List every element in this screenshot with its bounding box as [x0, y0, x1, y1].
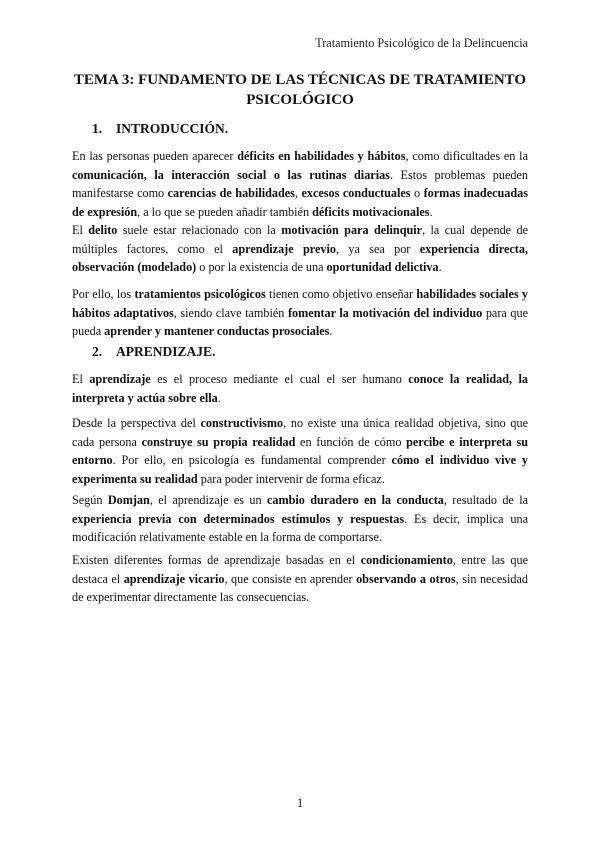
text-run: . Estos problemas pueden manifestarse como: [72, 167, 529, 200]
text-run: El: [72, 372, 90, 386]
text-run: , sin necesidad de experimentar directamente las consecuencias.: [72, 571, 528, 604]
bold-text: tratamientos psicológicos: [134, 287, 266, 301]
bold-text: experiencia previa con determinados estímulos y respuestas: [72, 511, 405, 526]
document-title: [72, 70, 528, 110]
bold-text: cambio duradero en la conducta: [266, 493, 444, 507]
text-run: en función de cómo: [295, 434, 407, 449]
text-run: .: [438, 260, 442, 274]
bold-text: aprender y mantener conductas prosociales: [104, 324, 330, 338]
title-line-1: TEMA 3: FUNDAMENTO DE LAS TÉCNICAS DE TRATAMIENTO: [73, 72, 527, 88]
bold-text: percibe e interpreta su entorno: [72, 434, 528, 467]
text-run: .: [217, 390, 221, 405]
bold-text: aprendizaje: [89, 372, 151, 386]
paragraph: [72, 221, 528, 277]
section-number: 2.: [92, 344, 103, 359]
text-run: , a lo que se pueden añadir también: [137, 204, 313, 219]
bold-text: constructivismo: [200, 416, 284, 430]
text-run: Desde la perspectiva del: [72, 416, 201, 430]
paragraph: [72, 370, 528, 407]
text-run: Existen diferentes formas de aprendizaje basadas en el: [72, 553, 361, 567]
text-run: . Es decir, implica una modificación relativamente estable en la forma de comportarse.: [72, 511, 528, 544]
text-run: suele estar relacionado con la: [117, 223, 282, 237]
bold-text: déficits motivacionales: [312, 204, 430, 219]
bold-text: excesos conductuales: [301, 186, 411, 200]
section-number: 1.: [92, 121, 103, 136]
bold-text: aprendizaje previo: [232, 241, 336, 256]
text-run: para que pueda: [72, 305, 528, 338]
bold-text: aprendizaje vicario: [123, 571, 225, 586]
text-run: ,: [294, 186, 302, 200]
text-run: o: [410, 186, 424, 200]
text-run: , como dificultades en la: [405, 149, 528, 163]
text-run: Por ello, los: [72, 287, 135, 301]
paragraph: [72, 285, 528, 341]
bold-text: experiencia directa, observación (modelado): [72, 241, 529, 274]
text-run: , la cual depende de múltiples factores, como el: [72, 223, 528, 256]
section-heading-introduccion: [92, 121, 228, 137]
text-run: , siendo clave también: [173, 305, 288, 320]
bold-text: cómo el individuo vive y experimenta su realidad: [72, 453, 528, 486]
text-run: tienen como objetivo enseñar: [265, 287, 417, 301]
text-run: , ya sea por: [335, 241, 420, 256]
bold-text: conoce la realidad, la interpreta y actúa sobre ella: [72, 372, 528, 405]
paragraph: [72, 414, 528, 488]
text-run: , no existe una única realidad objetiva, sino que cada persona: [72, 416, 528, 449]
bold-text: fomentar la motivación del individuo: [288, 305, 483, 320]
section-title: INTRODUCCIÓN.: [116, 121, 229, 136]
text-run: , entre las que destaca el: [72, 553, 529, 586]
text-run: En las personas pueden aparecer: [72, 149, 238, 163]
text-run: , resultado de la: [443, 493, 528, 507]
page-number: 1: [296, 796, 304, 810]
text-run: para poder intervenir de forma eficaz.: [197, 471, 385, 486]
bold-text: observando a otros: [356, 571, 456, 586]
bold-text: Domjan: [107, 493, 150, 507]
bold-text: condicionamiento: [360, 553, 453, 567]
paragraph: [72, 551, 528, 607]
bold-text: construye su propia realidad: [141, 434, 296, 449]
bold-text: motivación para delinquir: [281, 223, 423, 237]
bold-text: déficits en habilidades y hábitos: [237, 149, 406, 163]
title-line-2: PSICOLÓGICO: [246, 92, 354, 108]
bold-text: comunicación, la interacción social o las rutinas diarias: [72, 167, 390, 182]
running-header: Tratamiento Psicológico de la Delincuencia: [315, 36, 528, 50]
bold-text: formas inadecuadas de expresión: [72, 186, 528, 219]
text-run: o por la existencia de una: [196, 260, 327, 274]
bold-text: oportunidad delictiva: [326, 260, 439, 274]
paragraph: [72, 491, 528, 547]
text-run: es el proceso mediante el cual el ser humano: [150, 372, 409, 386]
bold-text: delito: [88, 223, 118, 237]
text-run: El: [72, 223, 89, 237]
text-run: .: [429, 204, 433, 219]
text-run: , que consiste en aprender: [224, 571, 357, 586]
text-run: . Por ello, en psicología es fundamental comprender: [112, 453, 392, 467]
text-run: , el aprendizaje es un: [149, 493, 267, 507]
text-run: Según: [72, 493, 108, 507]
bold-text: carencias de habilidades: [167, 186, 295, 200]
text-run: .: [329, 324, 333, 338]
bold-text: habilidades sociales y hábitos adaptativos: [72, 287, 529, 320]
section-title: APRENDIZAJE.: [116, 344, 216, 359]
section-heading-aprendizaje: [92, 344, 215, 360]
paragraph: [72, 147, 528, 221]
